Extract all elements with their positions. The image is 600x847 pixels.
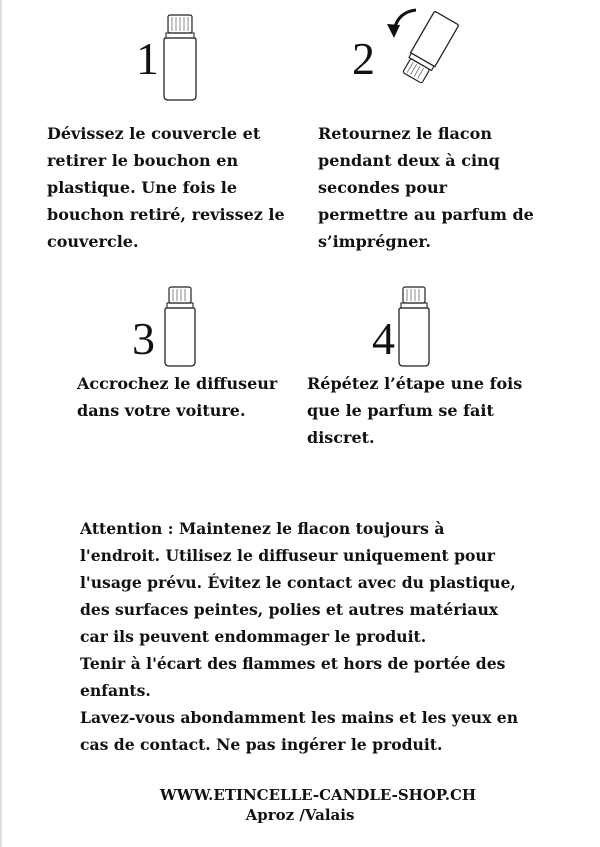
warning-paragraph: Tenir à l'écart des flammes et hors de portée des enfants. [80,654,506,700]
bottle-icon [394,286,434,368]
website-url: WWW.ETINCELLE-CANDLE-SHOP.CH [159,786,477,804]
shop-location: Aproz /Valais [245,806,355,824]
step-2-number: 2 [352,33,375,84]
bottle-icon [160,286,200,368]
step-4-number: 4 [372,313,395,364]
flip-bottle-icon [380,4,462,96]
step-3-text: Accrochez le diffuseur dans votre voiture. [77,374,278,420]
page-edge [0,0,2,847]
bottle-icon [160,14,200,102]
step-2-text: Retournez le flacon pendant deux à cinq secondes pour permettre au parfum de s’imprégner. [318,124,534,251]
step-4-text: Répétez l’étape une fois que le parfum se fait discret. [307,374,523,447]
warning-paragraph: Attention : Maintenez le flacon toujours à l'endroit. Utilisez le diffuseur uniquement pour l'usage prévu. Évitez le contact avec du plastique, des surfaces peintes, polies et autres matériaux car ils peuvent endommager le produit. [80,519,516,646]
step-1-number: 1 [136,33,159,84]
warning-block [80,515,580,758]
warning-paragraph: Lavez-vous abondamment les mains et les yeux en cas de contact. Ne pas ingérer le produit. [80,708,519,754]
step-3-number: 3 [132,313,155,364]
step-1-text: Dévissez le couvercle et retirer le bouchon en plastique. Une fois le bouchon retiré, revissez le couvercle. [47,124,285,251]
